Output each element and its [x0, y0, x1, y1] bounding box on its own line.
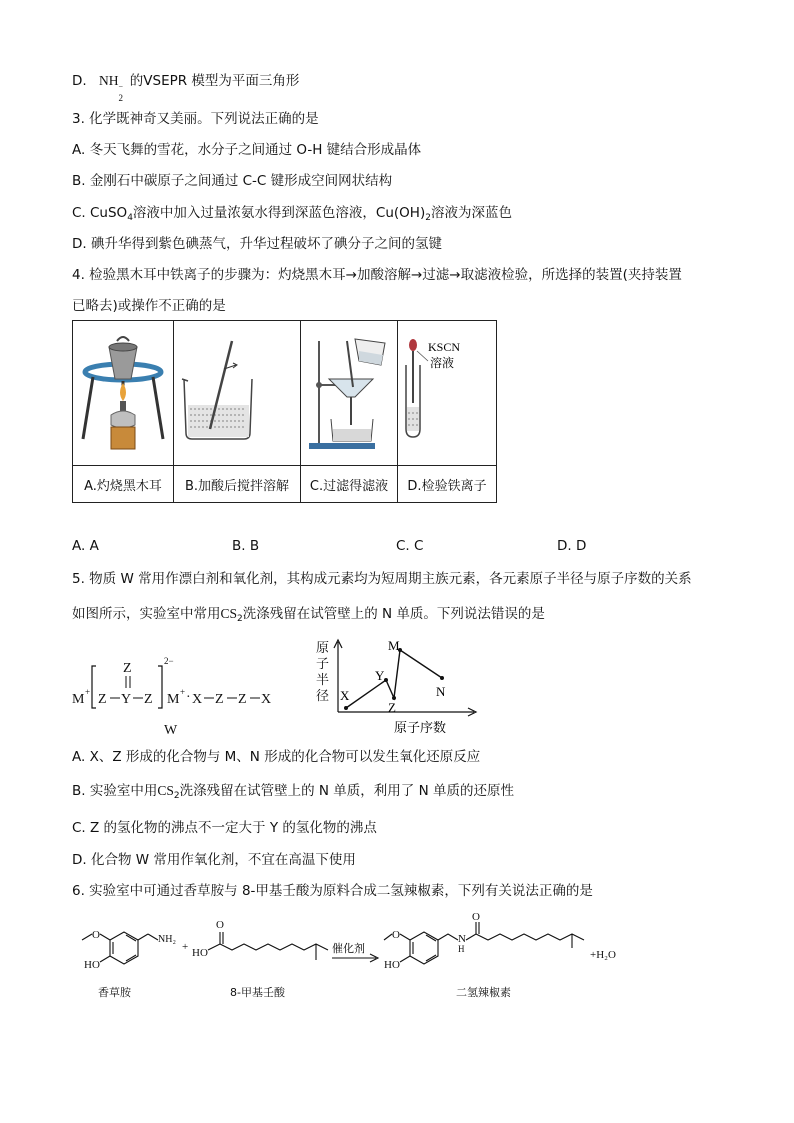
q4-stem-line1: 4. 检验黑木耳中铁离子的步骤为：灼烧黑木耳→加酸溶解→过滤→取滤液检验，所选择的装置(夹持装置 — [72, 267, 682, 283]
apparatus-b-cell — [174, 321, 301, 466]
apparatus-d-cell — [398, 321, 497, 466]
svg-text:Y: Y — [121, 692, 132, 707]
subscript: 2 — [173, 791, 180, 801]
svg-text:HO: HO — [84, 959, 100, 971]
chart-point-y — [384, 678, 388, 682]
radius-chart — [312, 636, 492, 736]
chart-ylabel-1: 原 — [316, 641, 330, 656]
apparatus-c-cell — [301, 321, 398, 466]
subscript: 2 — [237, 614, 243, 624]
svg-text:O: O — [392, 929, 400, 941]
caption-b: B.加酸后搅拌溶解 — [174, 466, 301, 503]
svg-text:X: X — [192, 692, 203, 707]
apparatus-table — [72, 320, 497, 503]
q5-stem-line1: 5. 物质 W 常用作漂白剂和氧化剂，其构成元素均为短周期主族元素，各元素原子半径与原子序数的关系 — [72, 571, 692, 587]
q5-stem-line2 — [72, 605, 545, 628]
chart-ylabel-2: 子 — [316, 657, 330, 672]
reagent-solution-label: 溶液 — [430, 356, 455, 370]
q3-option-b: B. 金刚石中碳原子之间通过 C-C 键形成空间网状结构 — [72, 173, 393, 189]
svg-text:Z: Z — [123, 661, 132, 676]
q6-stem: 6. 实验室中可通过香草胺与 8-甲基壬酸为原料合成二氢辣椒素，下列有关说法正确的是 — [72, 883, 593, 899]
svg-text:+: + — [180, 687, 186, 697]
svg-text:·: · — [186, 690, 191, 705]
stem-text: 如图所示，实验室中常用 — [72, 606, 221, 622]
subscript: 2 — [425, 213, 431, 223]
chart-label-n: N — [436, 684, 446, 699]
chart-point-x — [344, 706, 348, 710]
reaction-scheme — [70, 912, 630, 1004]
q5-option-d: D. 化合物 W 常用作氧化剂，不宜在高温下使用 — [72, 852, 356, 868]
svg-text:O: O — [92, 929, 100, 941]
filtration-illustration — [301, 321, 397, 461]
name-methylnonanoic-acid: 8-甲基壬酸 — [230, 986, 285, 999]
name-dihydrocapsaicin: 二氢辣椒素 — [456, 986, 511, 999]
chart-ylabel-4: 径 — [316, 689, 330, 704]
option-text: 溶液为深蓝色 — [430, 205, 512, 221]
svg-text:M: M — [72, 692, 85, 707]
q5-option-c: C. Z 的氢化物的沸点不一定大于 Y 的氢化物的沸点 — [72, 820, 377, 836]
q2-option-d — [72, 72, 300, 103]
chart-label-z: Z — [388, 700, 396, 715]
apparatus-a-cell — [73, 321, 174, 466]
svg-text:X: X — [261, 692, 272, 707]
catalyst-label: 催化剂 — [332, 942, 365, 955]
caption-c: C.过滤得滤液 — [301, 466, 398, 503]
chart-ylabel-3: 半 — [316, 673, 330, 688]
q4-choice-c: C. C — [396, 538, 424, 554]
option-text: C. CuSO — [72, 205, 128, 221]
svg-text:H: H — [458, 944, 465, 954]
q4-choice-a: A. A — [72, 538, 99, 554]
water-product: +H₂O — [590, 949, 616, 961]
svg-text:Z: Z — [98, 692, 107, 707]
cs2-formula: CS — [220, 606, 238, 621]
option-text: 的VSEPR 模型为平面三角形 — [129, 73, 300, 89]
svg-text:N: N — [458, 933, 466, 945]
q4-choice-b: B. B — [232, 538, 260, 554]
svg-text:Z: Z — [144, 692, 153, 707]
subscript: 4 — [127, 213, 133, 223]
svg-text:Z: Z — [215, 692, 224, 707]
svg-text:M: M — [167, 692, 180, 707]
cs2-formula: CS — [157, 783, 174, 798]
svg-text:+: + — [85, 687, 91, 697]
chart-label-x: X — [340, 688, 350, 703]
caption-d: D.检验铁离子 — [398, 466, 497, 503]
chart-xlabel: 原子序数 — [394, 721, 447, 736]
caption-a: A.灼烧黑木耳 — [73, 466, 174, 503]
plus-sign: + — [182, 941, 189, 953]
q4-choice-d: D. D — [557, 538, 587, 554]
crucible-burner-illustration — [73, 321, 173, 461]
q3-option-d: D. 碘升华得到紫色碘蒸气，升华过程破坏了碘分子之间的氢键 — [72, 236, 442, 252]
q4-stem-line2: 已略去)或操作不正确的是 — [72, 298, 226, 314]
svg-text:NH₂: NH₂ — [158, 934, 176, 945]
stem-text: 洗涤残留在试管壁上的 N 单质。下列说法错误的是 — [242, 606, 545, 622]
q5-option-b — [72, 782, 514, 805]
svg-text:HO: HO — [384, 959, 400, 971]
svg-text:O: O — [216, 919, 224, 931]
option-text: B. 实验室中用 — [72, 783, 158, 799]
chart-label-y: Y — [375, 668, 385, 683]
nh2-formula: NH − 2 — [98, 73, 123, 103]
svg-text:HO: HO — [192, 947, 208, 959]
svg-text:Z: Z — [238, 692, 247, 707]
q3-option-a: A. 冬天飞舞的雪花，水分子之间通过 O-H 键结合形成晶体 — [72, 142, 422, 158]
test-tube-kscn-illustration — [398, 321, 496, 461]
q3-stem: 3. 化学既神奇又美丽。下列说法正确的是 — [72, 111, 319, 127]
q5-option-a: A. X、Z 形成的化合物与 M、N 形成的化合物可以发生氧化还原反应 — [72, 749, 481, 765]
beaker-stirring-illustration — [174, 321, 300, 461]
reagent-label: KSCN — [428, 340, 461, 354]
name-vanillylamine: 香草胺 — [98, 986, 131, 999]
svg-text:O: O — [472, 912, 480, 923]
option-text: 洗涤残留在试管壁上的 N 单质，利用了 N 单质的还原性 — [179, 783, 514, 799]
compound-w-structure — [70, 650, 300, 740]
structure-label-w: W — [164, 723, 178, 738]
q3-option-c — [72, 204, 512, 227]
svg-text:2−: 2− — [164, 656, 174, 666]
option-letter: D. — [72, 73, 87, 89]
option-text: 溶液中加入过量浓氨水得到深蓝色溶液，Cu(OH) — [132, 205, 426, 221]
chart-label-m: M — [388, 638, 400, 653]
chart-point-n — [440, 676, 444, 680]
